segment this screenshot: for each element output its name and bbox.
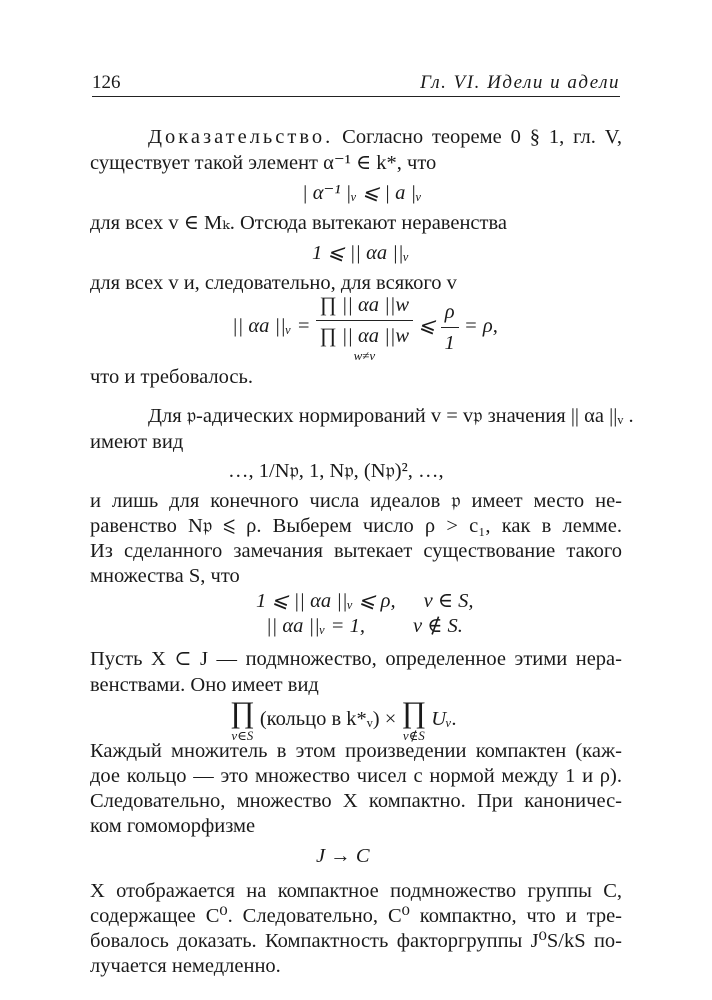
product-subscript: v∈S bbox=[231, 728, 254, 743]
formula-small-fraction bbox=[441, 299, 459, 356]
formula-norm-inequality: | α⁻¹ |ᵥ ⩽ | a |ᵥ bbox=[302, 182, 422, 204]
formula-left: 1 ⩽ || αa ||ᵥ ⩽ ρ, bbox=[256, 590, 396, 612]
formula-set-s-out bbox=[266, 613, 463, 639]
text-line: Следовательно, множество X компактно. При каноничес- bbox=[90, 790, 622, 812]
product-sign: ∏ bbox=[230, 696, 255, 729]
formula-norm-values: …, 1/N𝔭, 1, N𝔭, (N𝔭)², …, bbox=[228, 460, 444, 482]
text-fragment: Согласно теореме 0 § 1, гл. V, bbox=[342, 126, 622, 148]
text-line bbox=[90, 124, 622, 150]
page-number: 126 bbox=[92, 72, 121, 93]
text-line: равенство N𝔭 ⩽ ρ. Выберем число ρ > c₁, как в лемме. bbox=[90, 515, 622, 537]
text-line: дое кольцо — это множество чисел с нормой между 1 и ρ). bbox=[90, 765, 622, 787]
page-header bbox=[92, 70, 620, 97]
text-line: имеют вид bbox=[90, 431, 184, 453]
formula-lower-bound: 1 ⩽ || αa ||ᵥ bbox=[312, 242, 410, 264]
text-line: Из сделанного замечания вытекает существование такого bbox=[90, 540, 622, 562]
formula-lhs: || αa ||ᵥ = bbox=[232, 315, 311, 338]
text-line: для всех v ∈ Mₖ. Отсюда вытекают неравенства bbox=[90, 212, 507, 234]
running-head: Гл. VI. Идели и адели bbox=[420, 72, 620, 93]
text-line: X отображается на компактное подмножество группы C, bbox=[90, 880, 622, 902]
formula-right: v ∈ S, bbox=[423, 590, 474, 612]
text-line: бовалось доказать. Компактность факторгруппы J⁰S/kS по- bbox=[90, 930, 622, 952]
formula-product-fraction bbox=[232, 292, 498, 363]
product-symbol bbox=[401, 698, 426, 743]
text-line: лучается немедленно. bbox=[90, 955, 281, 977]
formula-set-s-in bbox=[256, 588, 474, 614]
text-line: содержащее C⁰. Следовательно, C⁰ компактно, что и тре- bbox=[90, 905, 622, 927]
formula-right: v ∉ S. bbox=[413, 615, 463, 637]
formula-le: ⩽ bbox=[418, 315, 436, 338]
formula-big-fraction bbox=[316, 292, 413, 363]
text-line: существует такой элемент α⁻¹ ∈ k*, что bbox=[90, 152, 437, 174]
text-line: венствами. Оно имеет вид bbox=[90, 674, 319, 696]
product-sign: ∏ bbox=[401, 696, 427, 729]
formula-product-set bbox=[230, 698, 457, 743]
text-line: для всех v и, следовательно, для всякого v bbox=[90, 272, 457, 294]
text-line: что и требовалось. bbox=[90, 366, 253, 388]
text-line: ком гомоморфизме bbox=[90, 815, 256, 837]
formula-middle: (кольцо в k*ᵥ) × bbox=[259, 708, 397, 731]
formula-tail: = ρ, bbox=[463, 315, 498, 338]
fraction-denominator: ∏ || αa ||w bbox=[319, 325, 410, 347]
formula-left: || αa ||ᵥ = 1, bbox=[266, 615, 365, 637]
text-line: Каждый множитель в этом произведении компактен (каж- bbox=[90, 740, 622, 762]
fraction-denominator: 1 bbox=[444, 332, 455, 354]
product-subscript: v∉S bbox=[402, 728, 425, 743]
fraction-numerator: ρ bbox=[441, 299, 459, 328]
text-line: Пусть X ⊂ J — подмножество, определенное этими нера- bbox=[90, 648, 622, 670]
formula-tail: Uᵥ. bbox=[431, 708, 457, 731]
fraction-numerator: ∏ || αa ||w bbox=[316, 292, 413, 321]
text-line: и лишь для конечного числа идеалов 𝔭 имеет место не- bbox=[90, 490, 622, 512]
text-line: Для 𝔭-адических нормирований v = v𝔭 значения || αa ||ᵥ . bbox=[148, 405, 634, 427]
proof-word: Доказательство. bbox=[148, 126, 334, 148]
formula-homomorphism: J → C bbox=[316, 845, 370, 867]
product-symbol bbox=[230, 698, 255, 743]
fraction-subscript: w≠v bbox=[353, 348, 376, 363]
text-line: множества S, что bbox=[90, 565, 240, 587]
